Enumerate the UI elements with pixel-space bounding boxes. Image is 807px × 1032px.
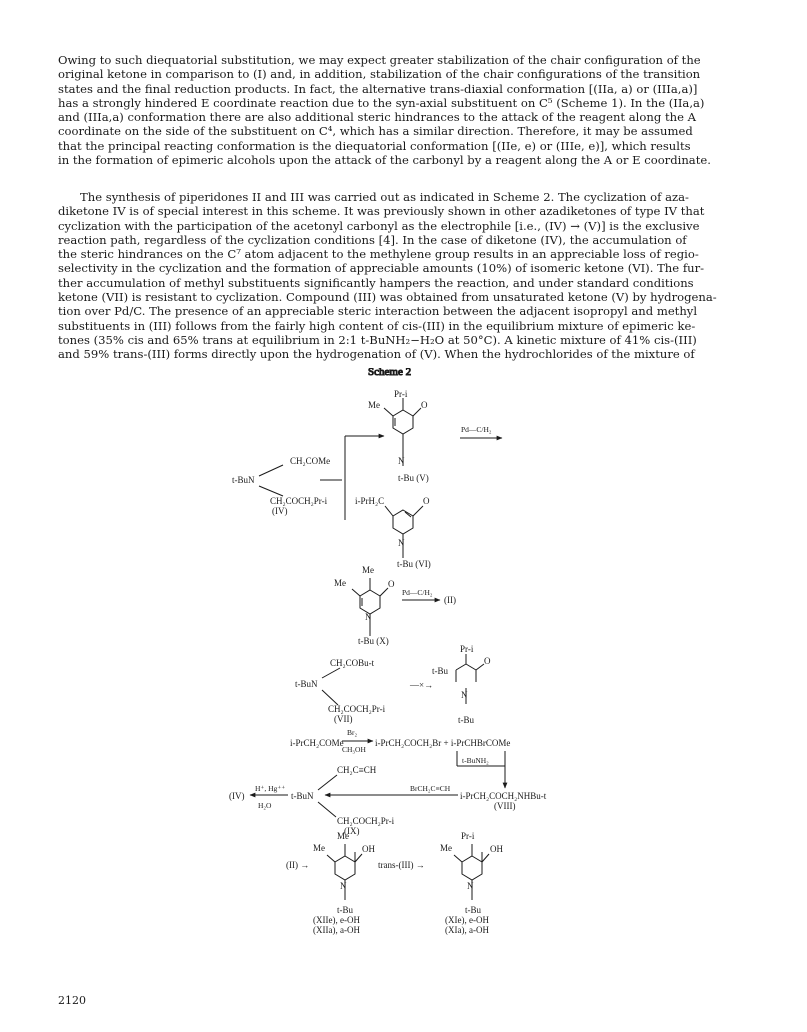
label-xi-a: (XIa), a-OH	[445, 925, 489, 935]
label-xi-e: (XIe), e-OH	[445, 915, 489, 925]
text-line: ketone (VII) is resistant to cyclization. Compound (III) was obtained from unsaturated ketone (V) by hydrogena-	[58, 290, 717, 305]
label-oh: OH	[362, 844, 375, 854]
paragraph-2	[58, 190, 760, 362]
label-ch2come: CH₂COMe	[290, 456, 331, 466]
text-line: states and the final reduction products. In fact, the alternative trans-diaxial conformation [(IIa, a) or (IIIa,a)]	[58, 81, 698, 96]
text-line: coordinate on the side of the substituent on C⁴, which has a similar direction. Therefore, it may be assumed	[58, 124, 693, 139]
scheme-title: Scheme 2	[368, 368, 412, 378]
text-line: tones (35% cis and 65% trans at equilibrium in 2:1 t-BuNH₂−H₂O at 50°C). A kinetic mixture of 41% cis-(III)	[58, 332, 697, 347]
label-ch2cobu-t: CH₂COBu-t	[330, 658, 375, 668]
label-n: N	[365, 612, 372, 622]
label-t-bu: t-Bu	[337, 905, 354, 915]
label-t-bunh2: t-BuNH₂	[462, 756, 489, 765]
label-xii-a: (XIIa), a-OH	[313, 925, 360, 935]
label-viii-chain: i-PrCH₂COCH₂NHBu-t	[460, 791, 547, 801]
label-h-hg: H⁺, Hg⁺⁺	[255, 784, 286, 793]
label-pr-i: Pr-i	[460, 644, 474, 654]
label-trans-iii: trans-(III) →	[378, 860, 425, 870]
blocked-arrow: —×→	[410, 680, 434, 690]
label-viii: (VIII)	[494, 801, 516, 811]
label-me: Me	[368, 400, 380, 410]
scheme-2-diagram	[0, 368, 807, 948]
label-ii-arrow: (II) →	[286, 860, 310, 870]
label-pd-c-h2: Pd—C/H₂	[461, 425, 492, 434]
label-n: N	[467, 881, 474, 891]
label-me: Me	[334, 578, 346, 588]
label-ch2coch2pri: CH₂COCH₂Pr-i	[328, 704, 386, 714]
ring-xi	[454, 844, 489, 900]
label-ii: (II)	[444, 595, 456, 605]
label-br2: Br₂	[347, 728, 358, 737]
text-line: diketone IV is of special interest in this scheme. It was previously shown in other azadiketones of type IV that	[58, 204, 705, 219]
text-line: in the formation of epimeric alcohols upon the attack of the carbonyl by a reagent along the A or E coordinate.	[58, 153, 711, 168]
label-t-bun: t-BuN	[232, 475, 255, 485]
label-iv-left: (IV)	[229, 791, 245, 801]
label-t-bu-ring: t-Bu	[432, 666, 449, 676]
text-line: ther accumulation of methyl substituents significantly hampers the reaction, and under standard conditions	[58, 275, 694, 290]
ring-vi	[385, 506, 423, 558]
label-brch2cch: BrCH₂C≡CH	[410, 784, 451, 793]
label-n: N	[461, 690, 468, 700]
ring-x	[352, 578, 388, 636]
label-ch3oh: CH₃OH	[342, 745, 366, 754]
label-o: O	[423, 496, 430, 506]
label-pr-i: Pr-i	[394, 389, 408, 399]
text-line: and 59% trans-(III) forms directly upon the hydrogenation of (V). When the hydrochlorides of the mixture of	[58, 347, 695, 362]
label-me: Me	[313, 843, 325, 853]
text-line: has a strongly hindered E coordinate reaction due to the syn-axial substituent on C⁵ (Scheme 1). In the (IIa,a)	[58, 95, 705, 110]
text-line: selectivity in the cyclization and the formation of appreciable amounts (10%) of isomeric ketone (VI). The fur-	[58, 261, 705, 276]
label-t-bun: t-BuN	[291, 791, 314, 801]
label-ch2coch2pri: CH₂COCH₂Pr-i	[337, 816, 395, 826]
ring-xii	[327, 844, 362, 900]
paragraph-1	[58, 53, 760, 167]
page-number: 2120	[58, 994, 86, 1007]
label-o: O	[388, 579, 395, 589]
label-i-prch2come: i-PrCH₂COMe	[290, 738, 344, 748]
text-line: that the principal reacting conformation is the diequatorial conformation [(IIe, e) or (IIIe, e)], which results	[58, 138, 691, 153]
label-xii-e: (XIIe), e-OH	[313, 915, 360, 925]
text-line: substituents in (III) follows from the fairly high content of cis-(III) in the equilibrium mixture of epimeric ke-	[58, 318, 696, 333]
label-me: Me	[440, 843, 452, 853]
label-me: Me	[362, 565, 374, 575]
label-n: N	[398, 456, 405, 466]
label-n: N	[398, 538, 405, 548]
label-o: O	[484, 656, 491, 666]
text-line: and (IIIa,a) conformation there are also additional steric hindrances to the attack of the reagent along the A	[58, 110, 696, 125]
label-t-bu-vi: t-Bu (VI)	[397, 559, 431, 569]
label-o: O	[421, 400, 428, 410]
label-iv: (IV)	[272, 506, 288, 516]
label-n: N	[340, 881, 347, 891]
text-line: The synthesis of piperidones II and III was carried out as indicated in Scheme 2. The cyclization of aza-	[80, 190, 689, 204]
label-ch2cch: CH₂C≡CH	[337, 765, 377, 775]
text-line: the steric hindrances on the C⁷ atom adjacent to the methylene group results in an appreciable loss of regio-	[58, 247, 699, 262]
label-t-bu-v: t-Bu (V)	[398, 473, 429, 483]
label-me: Me	[337, 831, 349, 841]
text-line: original ketone in comparison to (I) and, in addition, stabilization of the chair configurations of the transition	[58, 67, 701, 82]
label-vii: (VII)	[334, 714, 353, 724]
label-t-bu: t-Bu	[465, 905, 482, 915]
label-t-bun: t-BuN	[295, 679, 318, 689]
label-pr-i: Pr-i	[461, 831, 475, 841]
label-ch2coch2pri: CH₂COCH₂Pr-i	[270, 496, 328, 506]
label-pd-c-h2: Pd—C/H₂	[402, 588, 433, 597]
label-i-prh2c: i-PrH₂C	[355, 496, 385, 506]
label-h2o: H₂O	[258, 801, 272, 810]
label-bromo-products: i-PrCH₂COCH₂Br + i-PrCHBrCOMe	[375, 738, 511, 748]
text-line: cyclization with the participation of the acetonyl carbonyl as the electrophile [i.e., (IV) → (V)] is the exclusive	[58, 218, 700, 233]
label-oh: OH	[490, 844, 503, 854]
label-t-bu: t-Bu	[458, 715, 475, 725]
label-t-bu-x: t-Bu (X)	[358, 636, 389, 646]
text-line: tion over Pd/C. The presence of an appreciable steric interaction between the adjacent isopropyl and methyl	[58, 304, 698, 319]
text-line: Owing to such diequatorial substitution, we may expect greater stabilization of the chair configuration of the	[58, 53, 701, 67]
label-ix: (IX)	[344, 826, 360, 836]
text-line: reaction path, regardless of the cyclization conditions [4]. In the case of diketone (IV), the accumulation of	[58, 232, 687, 247]
